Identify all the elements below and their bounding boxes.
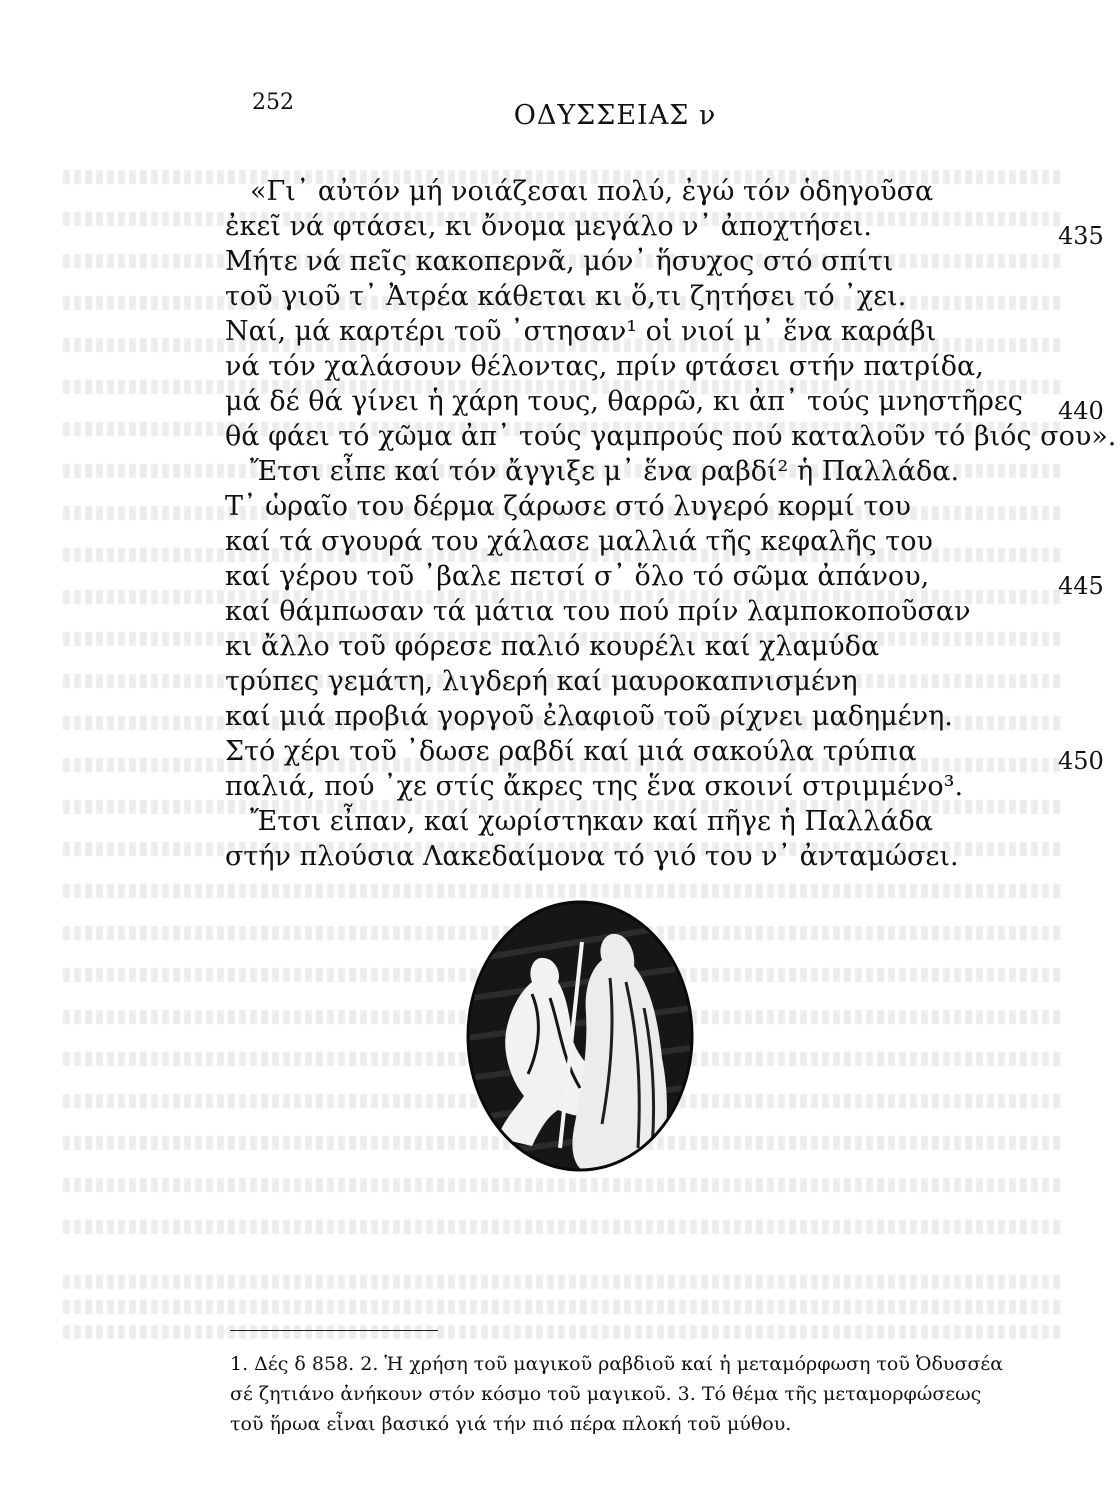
- line-number: 435: [1058, 222, 1104, 250]
- footnote-line: τοῦ ἥρωα εἶναι βασικό γιά τήν πιό πέρα πλοκή τοῦ μύθου.: [230, 1413, 792, 1435]
- verse-line: καί τά σγουρά του χάλασε μαλλιά τῆς κεφαλῆς του: [225, 526, 933, 557]
- verse-line: παλιά, πού ᾽χε στίς ἄκρες της ἕνα σκοινί στριμμένο³.: [225, 771, 964, 802]
- verse-line: Ναί, μά καρτέρι τοῦ ᾽στησαν¹ οἱ νιοί μ᾽ ἕνα καράβι: [225, 316, 937, 347]
- running-head: ΟΔΥΣΣΕΙΑΣ ν: [513, 100, 717, 131]
- verse-line: καί μιά προβιά γοργοῦ ἐλαφιοῦ τοῦ ρίχνει μαδημένη.: [225, 701, 953, 732]
- line-number: 440: [1058, 397, 1104, 425]
- vignette-illustration: [462, 898, 698, 1174]
- verse-line: Στό χέρι τοῦ ᾽δωσε ραβδί καί μιά σακούλα τρύπια: [225, 736, 917, 767]
- verse-line: καί θάμπωσαν τά μάτια του πού πρίν λαμποκοποῦσαν: [225, 596, 971, 627]
- footnote-rule: [230, 1330, 438, 1331]
- verse-line: Ἔτσι εἶπε καί τόν ἄγγιξε μ᾽ ἕνα ραβδί² ἡ Παλλάδα.: [250, 456, 960, 487]
- verse-line: νά τόν χαλάσουν θέλοντας, πρίν φτάσει στήν πατρίδα,: [225, 351, 984, 382]
- verse-line: Ἔτσι εἶπαν, καί χωρίστηκαν καί πῆγε ἡ Παλλάδα: [250, 806, 934, 837]
- line-number: 450: [1058, 747, 1104, 775]
- verse-line: Τ᾽ ὡραῖο του δέρμα ζάρωσε στό λυγερό κορμί του: [225, 491, 911, 522]
- verse-line: τρύπες γεμάτη, λιγδερή καί μαυροκαπνισμένη: [225, 666, 858, 697]
- verse-line: Μήτε νά πεῖς κακοπερνᾶ, μόν᾽ ἥσυχος στό σπίτι: [225, 246, 894, 277]
- verse-line: «Γι᾽ αὐτόν μή νοιάζεσαι πολύ, ἐγώ τόν ὁδηγοῦσα: [250, 176, 934, 207]
- page-number: 252: [252, 90, 294, 115]
- verse-line: ἐκεῖ νά φτάσει, κι ὄνομα μεγάλο ν᾽ ἀποχτήσει.: [225, 211, 872, 242]
- verse-line: τοῦ γιοῦ τ᾽ Ἀτρέα κάθεται κι ὅ,τι ζητήσει τό ᾽χει.: [225, 281, 907, 312]
- footnote-line: 1. Δές δ 858. 2. Ἡ χρήση τοῦ μαγικοῦ ραβδιοῦ καί ἡ μεταμόρφωση τοῦ Ὀδυσσέα: [230, 1353, 1004, 1375]
- verse-line: καί γέρου τοῦ ᾽βαλε πετσί σ᾽ ὅλο τό σῶμα ἀπάνου,: [225, 561, 930, 592]
- footnote-line: σέ ζητιάνο ἀνήκουν στόν κόσμο τοῦ μαγικοῦ. 3. Τό θέμα τῆς μεταμορφώσεως: [230, 1383, 982, 1405]
- verse-line: στήν πλούσια Λακεδαίμονα τό γιό του ν᾽ ἀνταμώσει.: [225, 841, 959, 872]
- verse-line: μά δέ θά γίνει ἡ χάρη τους, θαρρῶ, κι ἀπ᾽ τούς μνηστῆρες: [225, 386, 1023, 417]
- verse-line: κι ἄλλο τοῦ φόρεσε παλιό κουρέλι καί χλαμύδα: [225, 631, 880, 662]
- line-number: 445: [1058, 572, 1104, 600]
- verse-line: θά φάει τό χῶμα ἀπ᾽ τούς γαμπρούς πού καταλοῦν τό βιός σου».: [225, 421, 1117, 452]
